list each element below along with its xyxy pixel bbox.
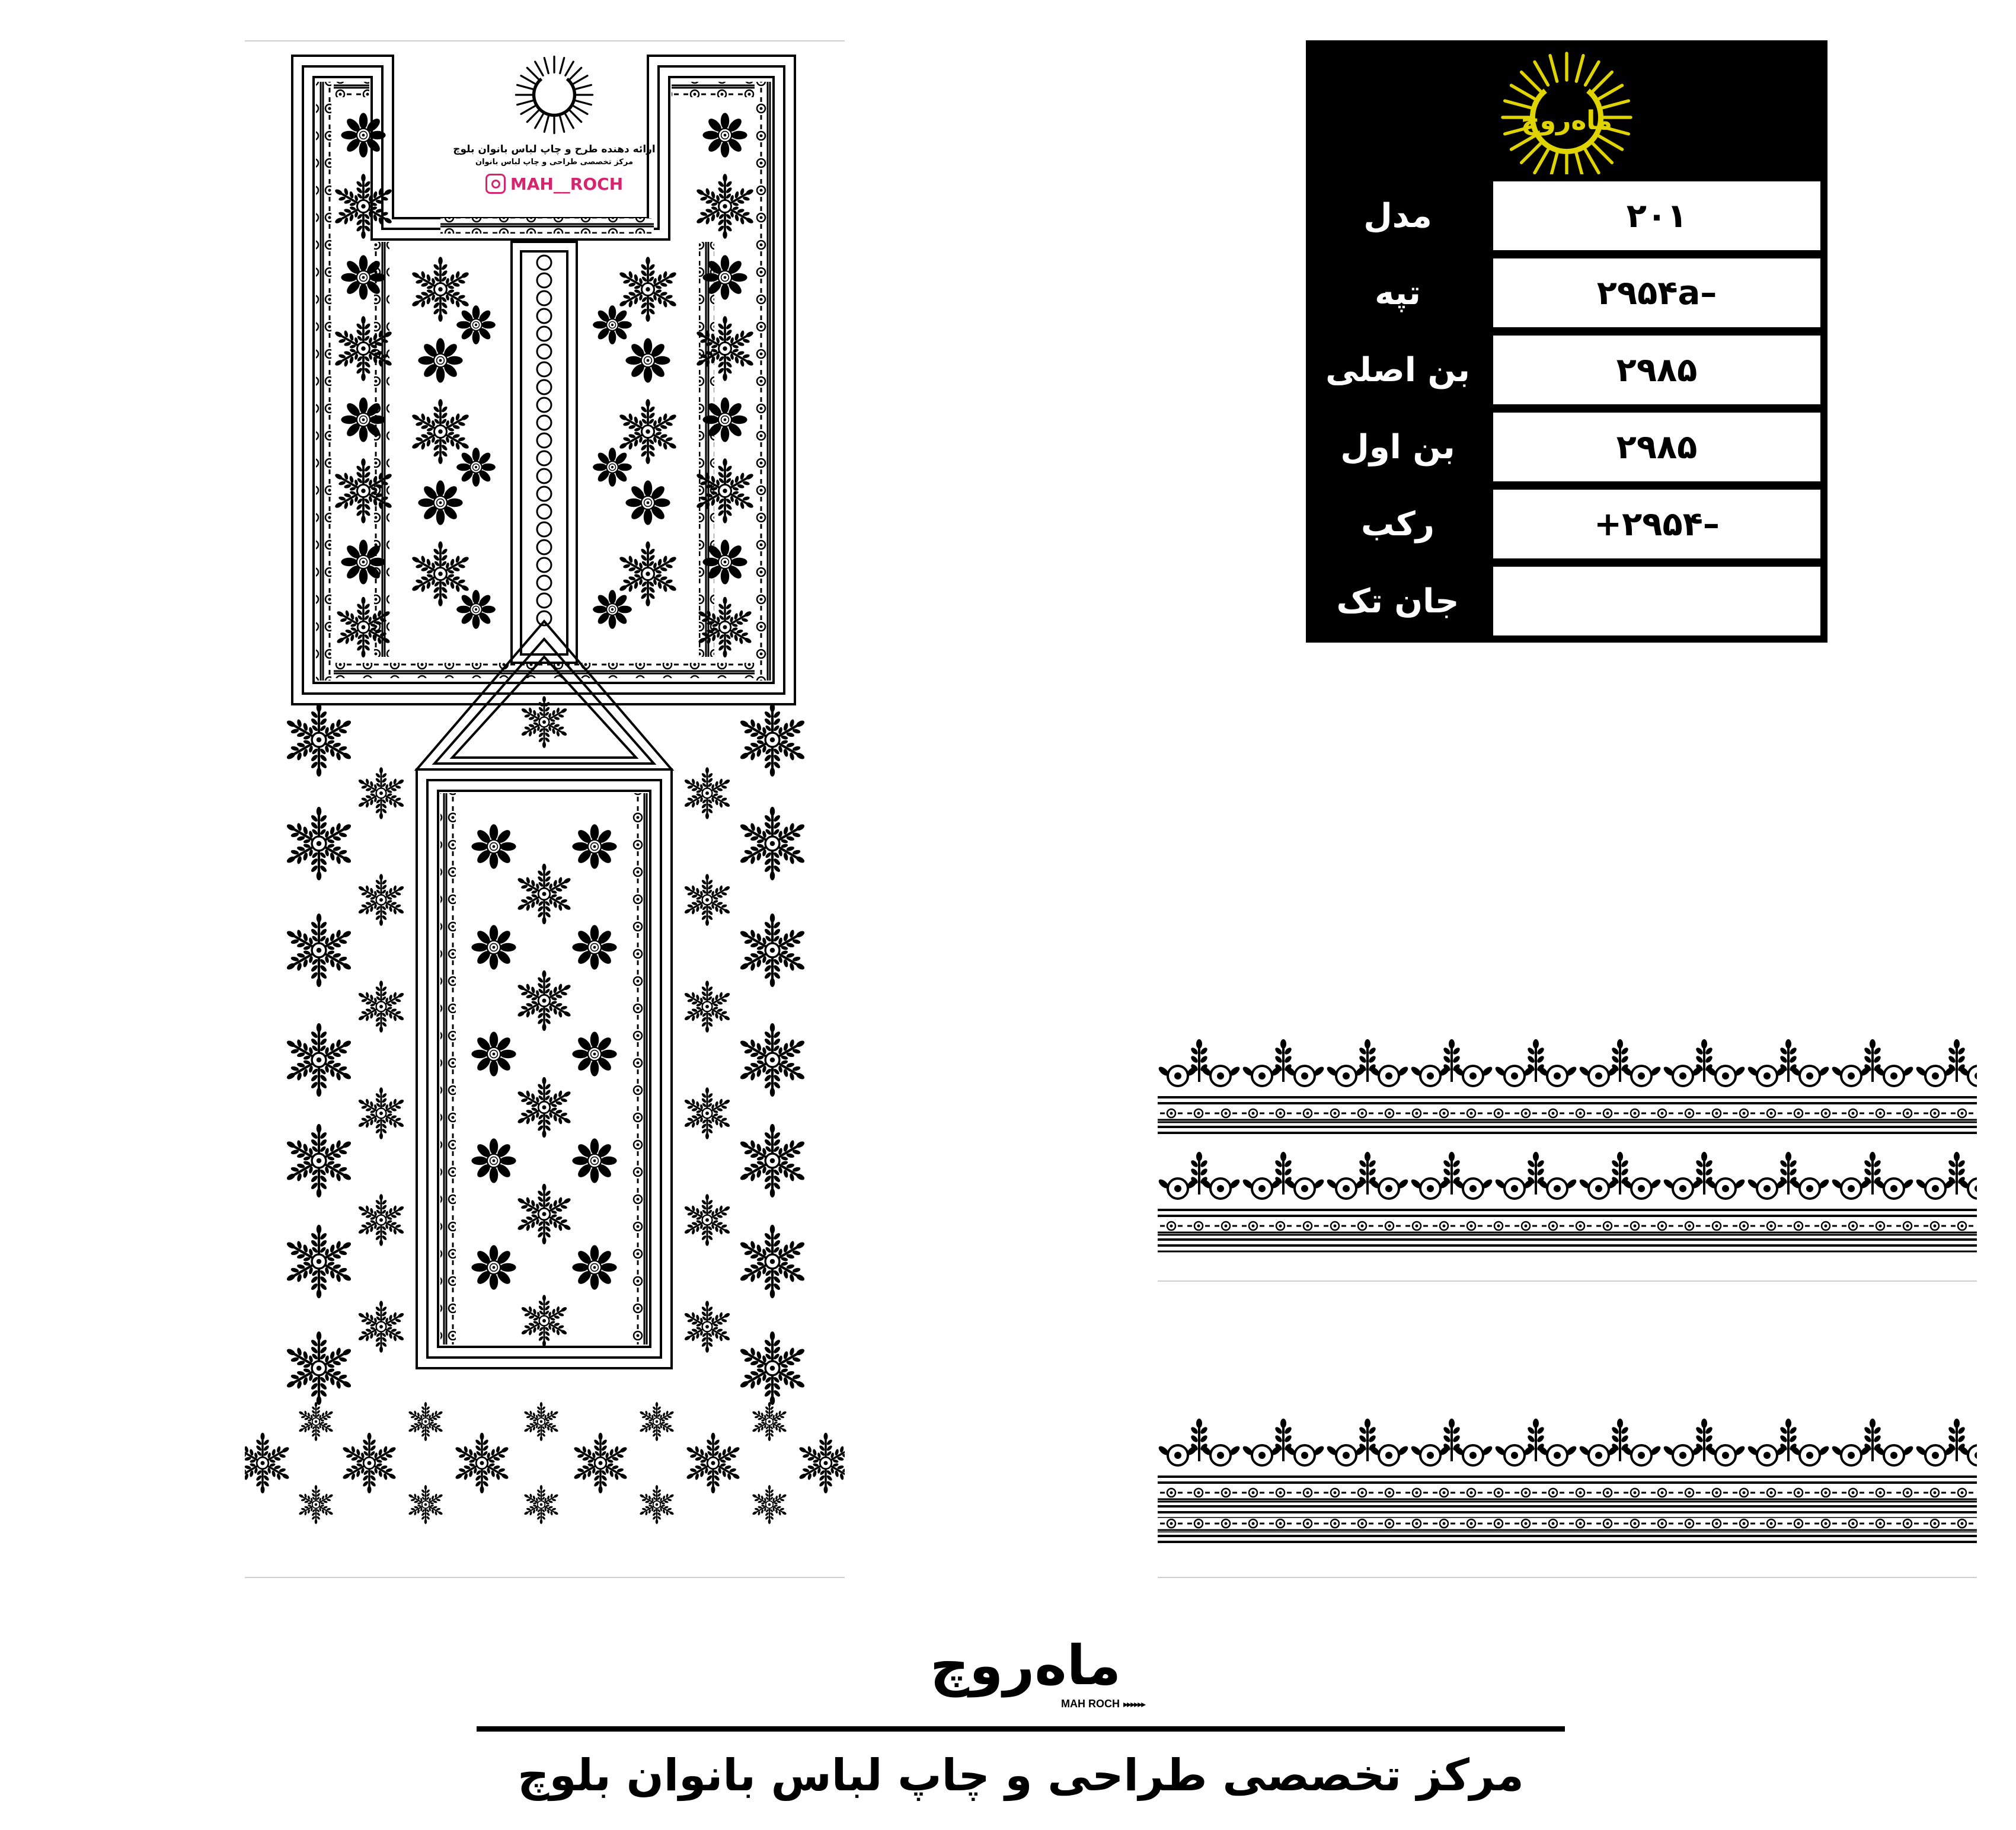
tagline: مرکز تخصصی طراحی و چاپ لباس بانوان بلوچ xyxy=(517,1750,1524,1801)
mid-rule-right xyxy=(1158,1280,1977,1282)
spec-label: مدل xyxy=(1363,196,1432,235)
border-strip-1 xyxy=(1158,1029,1977,1135)
brand-name: ماه‌روچ xyxy=(929,1634,1122,1697)
spec-row-jantak xyxy=(1306,560,1828,628)
border-strip-2 xyxy=(1158,1141,1977,1254)
spec-table xyxy=(1306,40,1828,643)
spec-value: ۲۹۸۵ xyxy=(1493,413,1820,481)
spec-row-tepe xyxy=(1306,251,1828,320)
spec-label: رکب xyxy=(1360,504,1435,544)
sun-logo-icon xyxy=(1306,40,1828,174)
spec-value xyxy=(1493,567,1820,635)
sun-logo-icon xyxy=(513,53,596,136)
brand-rule xyxy=(477,1726,1565,1732)
spec-label: تپه xyxy=(1375,273,1421,312)
badge-line-1: ارائه دهنده طرح و چاپ لباس بانوان بلوچ xyxy=(453,143,656,155)
instagram-handle[interactable] xyxy=(471,172,637,196)
spec-row-first-base xyxy=(1306,405,1828,474)
bottom-rule-right xyxy=(1158,1577,1977,1578)
spec-row-model xyxy=(1306,174,1828,243)
spec-row-main-base xyxy=(1306,328,1828,397)
spec-label: جان تک xyxy=(1336,582,1459,621)
neck-badge xyxy=(436,53,673,199)
spec-value: +۲۹۵۴– xyxy=(1493,490,1820,558)
dress-pattern xyxy=(245,40,845,1534)
spec-row-rekab xyxy=(1306,483,1828,551)
border-strip-3 xyxy=(1158,1408,1977,1547)
instagram-icon xyxy=(485,174,506,194)
arrow-icon: ▸▸▸▸▸▸ xyxy=(1123,1698,1145,1710)
svg-text:ماه‌روچ: ماه‌روچ xyxy=(1520,106,1613,136)
instagram-text: MAH__ROCH xyxy=(510,174,624,194)
spec-label: بن اول xyxy=(1340,427,1455,467)
spec-value: ۲۰۱ xyxy=(1493,181,1820,250)
spec-value: ۲۹۵۴a– xyxy=(1493,258,1820,327)
badge-line-2: مرکز تخصصی طراحی و چاپ لباس بانوان xyxy=(475,158,634,167)
bottom-rule-left xyxy=(245,1577,845,1578)
spec-label: بن اصلی xyxy=(1325,350,1470,389)
spec-value: ۲۹۸۵ xyxy=(1493,336,1820,404)
brand-logo xyxy=(901,1636,1150,1713)
brand-name-en: MAH ROCH xyxy=(1061,1697,1120,1710)
